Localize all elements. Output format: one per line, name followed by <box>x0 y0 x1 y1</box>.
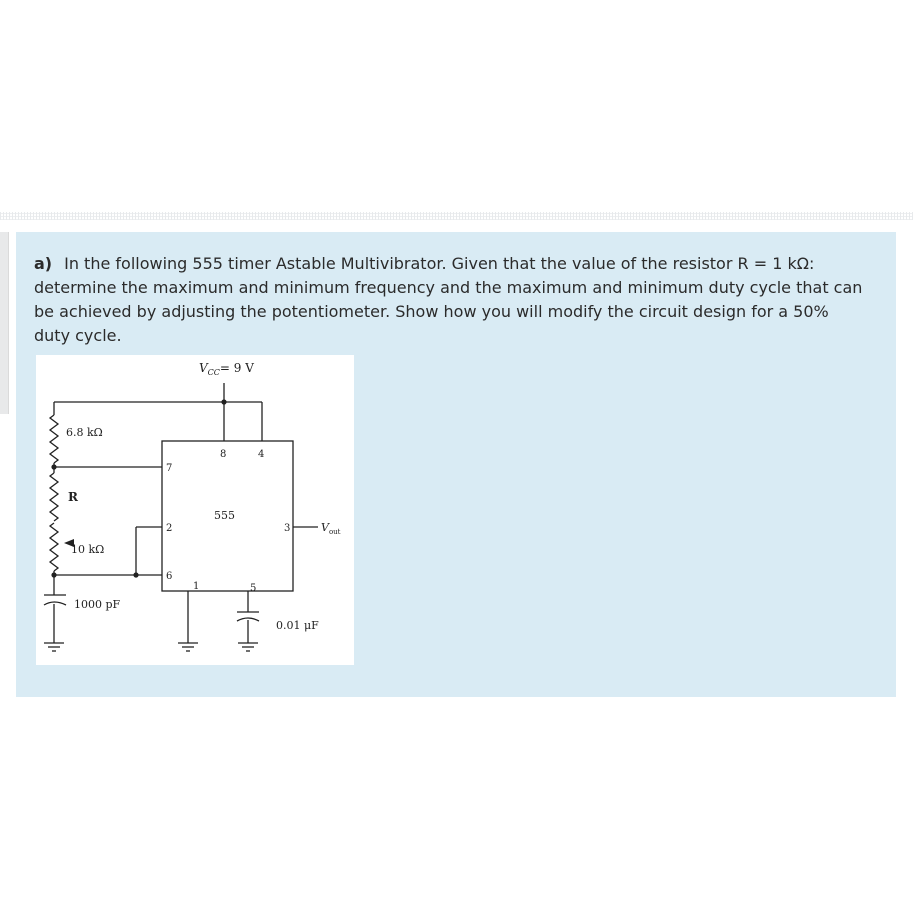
circuit-diagram <box>36 355 354 665</box>
label-resistor-r: R <box>68 490 78 504</box>
resistor-6k8 <box>50 415 58 463</box>
circuit-svg <box>36 355 354 665</box>
potentiometer-r <box>50 473 58 521</box>
label-resistor-10k: 10 kΩ <box>71 543 105 556</box>
label-resistor-6k8: 6.8 kΩ <box>66 426 103 439</box>
junction-pin7 <box>51 464 56 469</box>
resistor-10k <box>50 523 58 571</box>
label-pin-3: 3 <box>284 523 291 534</box>
separator-rule <box>0 212 913 220</box>
label-pin-7: 7 <box>166 463 173 474</box>
cap-plate-bottom <box>44 602 66 605</box>
label-cap-0-01uf: 0.01 μF <box>276 619 319 632</box>
label-pin-5: 5 <box>250 583 257 594</box>
label-pin-8: 8 <box>220 449 227 460</box>
label-pin-1: 1 <box>193 581 200 592</box>
junction-supply <box>221 399 226 404</box>
question-body: In the following 555 timer Astable Multivibrator. Given that the value of the resistor R = 1 kΩ: determine the maximum and minimum frequency and the maximum and minimum duty cycle that can be achieved by adjusting the potentiometer. Show how you will modify the circuit design for a 50% duty cycle. <box>34 254 863 345</box>
question-label: a) <box>34 254 53 273</box>
side-bar <box>0 232 9 414</box>
label-pin-4: 4 <box>258 449 265 460</box>
label-vout: $V_{out}$ <box>321 521 341 536</box>
label-pin-6: 6 <box>166 571 173 582</box>
junction-pin2-6 <box>133 572 138 577</box>
junction-pin6 <box>51 572 56 577</box>
question-text <box>34 252 864 348</box>
label-vcc-symbol: $V_{CC}= 9$ V <box>199 361 254 377</box>
label-cap-1000pf: 1000 pF <box>74 598 121 611</box>
label-pin-2: 2 <box>166 523 173 534</box>
label-chip-555: 555 <box>214 509 235 522</box>
